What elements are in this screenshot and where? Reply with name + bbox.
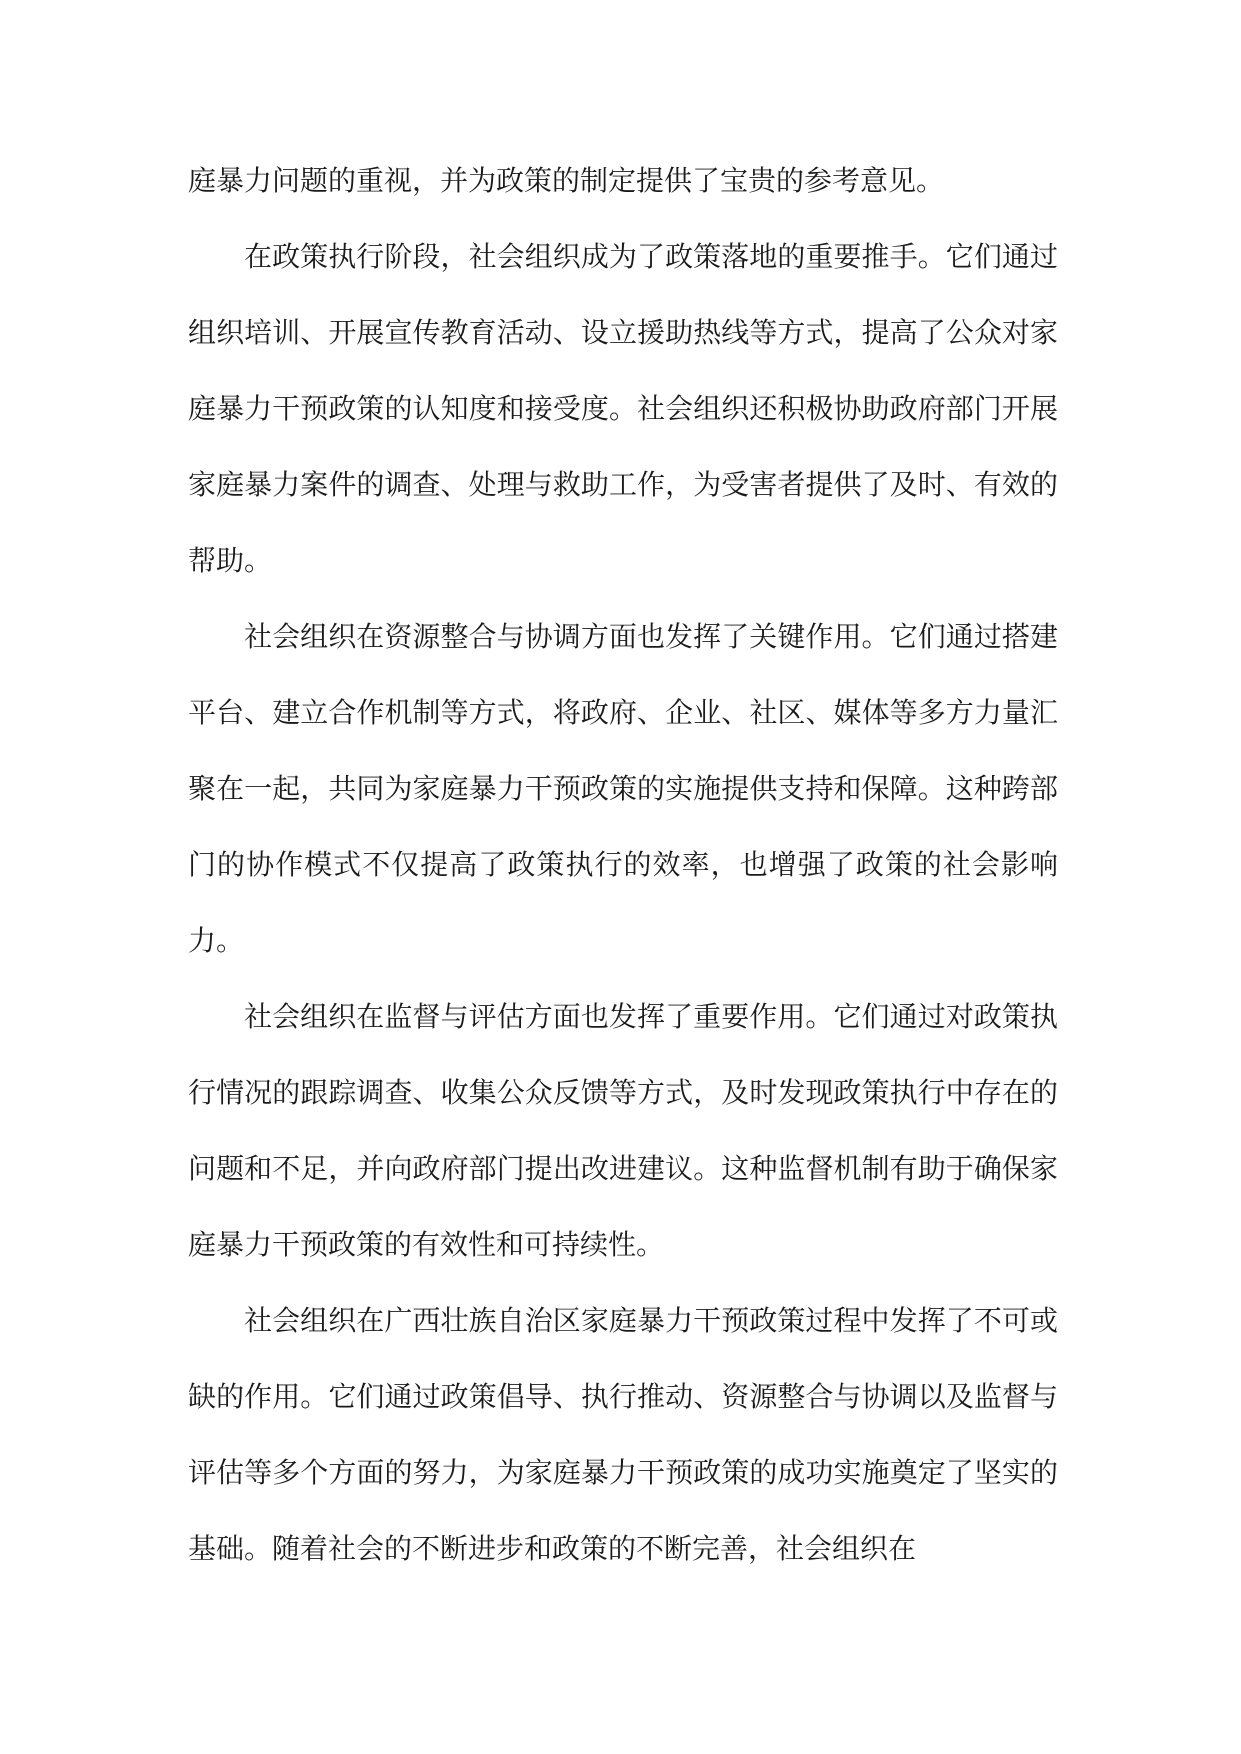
paragraph-continuation: 庭暴力问题的重视，并为政策的制定提供了宝贵的参考意见。 — [188, 164, 945, 197]
paragraph-policy-execution: 在政策执行阶段，社会组织成为了政策落地的重要推手。它们通过组织培训、开展宣传教育活动、设立援助热线等方式，提高了公众对家庭暴力干预政策的认知度和接受度。社会组织还积极协助政府部门开展家庭暴力案件的调查、处理与救助工作，为受害者提供了及时、有效的帮助。 — [188, 240, 1058, 577]
document-body — [188, 143, 1058, 1587]
paragraph-supervision-evaluation: 社会组织在监督与评估方面也发挥了重要作用。它们通过对政策执行情况的跟踪调查、收集公众反馈等方式，及时发现政策执行中存在的问题和不足，并向政府部门提出改进建议。这种监督机制有助于确保家庭暴力干预政策的有效性和可持续性。 — [188, 1000, 1058, 1261]
paragraph-summary: 社会组织在广西壮族自治区家庭暴力干预政策过程中发挥了不可或缺的作用。它们通过政策倡导、执行推动、资源整合与协调以及监督与评估等多个方面的努力，为家庭暴力干预政策的成功实施奠定了坚实的基础。随着社会的不断进步和政策的不断完善，社会组织在 — [188, 1304, 1058, 1565]
paragraph-resource-integration: 社会组织在资源整合与协调方面也发挥了关键作用。它们通过搭建平台、建立合作机制等方式，将政府、企业、社区、媒体等多方力量汇聚在一起，共同为家庭暴力干预政策的实施提供支持和保障。这种跨部门的协作模式不仅提高了政策执行的效率，也增强了政策的社会影响力。 — [188, 620, 1058, 957]
